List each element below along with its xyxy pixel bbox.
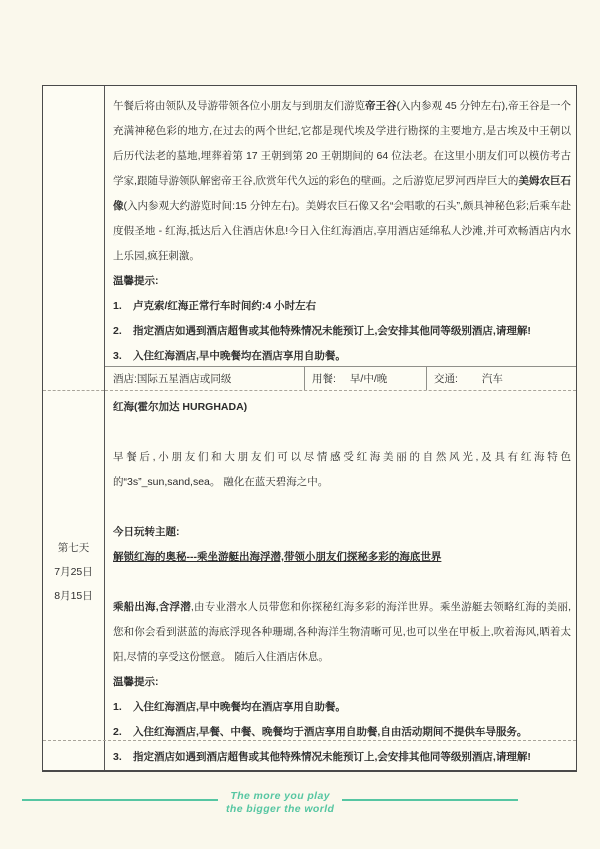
day6-text-run2: (入内参观 45 分钟左右),帝王谷是一个充满神秘色彩的地方,在过去的两个世纪,它都是现代埃及学进行勘探的主要地方,是古埃及中王朝以后历代法老的墓地,埋葬着第 17 王朝到第 20 王朝期间的 64 位法老。在这里小朋友们可以模仿考古学家,跟随导游领队解密帝王谷,欣赏年代久远的彩色的壁画。之后游览尼罗河西岸巨大的 (113, 100, 572, 187)
day7-row (105, 391, 576, 770)
page-split-dashed-line (105, 740, 576, 741)
tip-number: 1. (113, 701, 122, 713)
day-column (43, 86, 105, 770)
day7-tip-1 (113, 695, 571, 720)
footer-left-rule (22, 799, 218, 801)
itinerary-table (42, 85, 577, 772)
day-cell-empty (43, 86, 104, 391)
day6-tip-3 (113, 344, 571, 366)
hotel-cell (105, 367, 305, 390)
transport-value: 汽车 (481, 373, 503, 385)
transport-cell (427, 367, 576, 390)
day7-tip-2 (113, 720, 571, 745)
day6-row (105, 86, 576, 391)
day7-tips-title: 温馨提示: (113, 676, 159, 688)
day6-tip-2 (113, 319, 571, 344)
day-date-august: 8月15日 (54, 589, 93, 602)
tip-number: 3. (113, 751, 122, 763)
tip-text: 入住红海酒店,早中晚餐均在酒店享用自助餐。 (133, 350, 346, 362)
meals-cell (305, 367, 427, 390)
day6-highlight-valley-of-kings: 帝王谷 (365, 100, 397, 112)
day7-text-rest: ,由专业潜水人员带您和你探秘红海多彩的海洋世界。乘坐游艇去领略红海的美丽,您和你会看到湛蓝的海底浮现各种珊瑚,各种海洋生物清晰可见,也可以坐在甲板上,吹着海风,晒着太阳,尽情的享受这份惬意。 随后入住酒店休息。 (113, 601, 571, 663)
transport-label: 交通: (434, 373, 458, 385)
day6-paragraph (113, 94, 571, 269)
tip-text: 入住红海酒店,早中晚餐均在酒店享用自助餐。 (133, 701, 346, 713)
day7-theme-line: 解锁红海的奥秘---乘坐游艇出海浮潜,带领小朋友们探秘多彩的海底世界 (113, 551, 442, 563)
meals-value: 早/中/晚 (349, 373, 388, 385)
day7-paragraph-1: 早餐后,小朋友们和大朋友们可以尽情感受红海美丽的自然风光,及具有红海特色的“3s”_sun,sand,sea。 融化在蓝天碧海之中。 (113, 451, 571, 488)
day7-paragraph-2 (113, 595, 571, 670)
day7-tip-3 (113, 745, 571, 770)
day6-description-cell (105, 86, 576, 366)
day6-tips-title: 温馨提示: (113, 275, 159, 287)
day6-text-run3: (入内参观大约游览时间:15 分钟左右)。美姆农巨石像又名“会唱歌的石头”,颇具神秘色彩;后乘车赴度假圣地 - 红海,抵达后入住酒店休息!今日入住红海酒店,享用酒店延绵私人沙滩,并可欢畅酒店内水上乐园,疯狂刺激。 (113, 200, 571, 262)
day6-text-run1: 午餐后将由领队及导游带领各位小朋友与到朋友们游览 (113, 100, 366, 112)
day7-theme-label: 今日玩转主题: (113, 526, 180, 538)
content-column (105, 86, 576, 770)
tip-text: 入住红海酒店,早餐、中餐、晚餐均于酒店享用自助餐,自由活动期间不提供车导服务。 (133, 726, 528, 738)
footer-right-rule (342, 799, 518, 801)
footer-slogan-text (226, 790, 334, 816)
day-date-july: 7月25日 (54, 565, 93, 578)
tip-number: 1. (113, 300, 122, 312)
day-cell-day7 (43, 382, 104, 761)
tip-number: 3. (113, 350, 122, 362)
footer-slogan-line1: The more you play (230, 790, 330, 802)
day7-highlight-boat-trip: 乘船出海,含浮潜 (113, 601, 191, 613)
footer-slogan-line2: the bigger the world (226, 803, 335, 815)
tip-number: 2. (113, 726, 122, 738)
day6-logistics-row (105, 366, 576, 390)
meals-label: 用餐: (312, 373, 336, 385)
tip-text: 卢克索/红海正常行车时间约:4 小时左右 (133, 300, 317, 312)
day6-tip-1 (113, 294, 571, 319)
day-number: 第七天 (57, 541, 90, 554)
tip-text: 指定酒店如遇到酒店超售或其他特殊情况未能预订上,会安排其他同等级别酒店,请理解! (133, 751, 531, 763)
day6-highlight-colossi-of-memnon: 美姆农巨石像 (113, 175, 571, 212)
footer-slogan (22, 790, 518, 816)
tip-number: 2. (113, 325, 122, 337)
tip-text: 指定酒店如遇到酒店超售或其他特殊情况未能预订上,会安排其他同等级别酒店,请理解! (133, 325, 531, 337)
day7-destination-heading: 红海(霍尔加达 HURGHADA) (113, 401, 248, 413)
hotel-value: 酒店:国际五星酒店或同级 (113, 373, 232, 385)
